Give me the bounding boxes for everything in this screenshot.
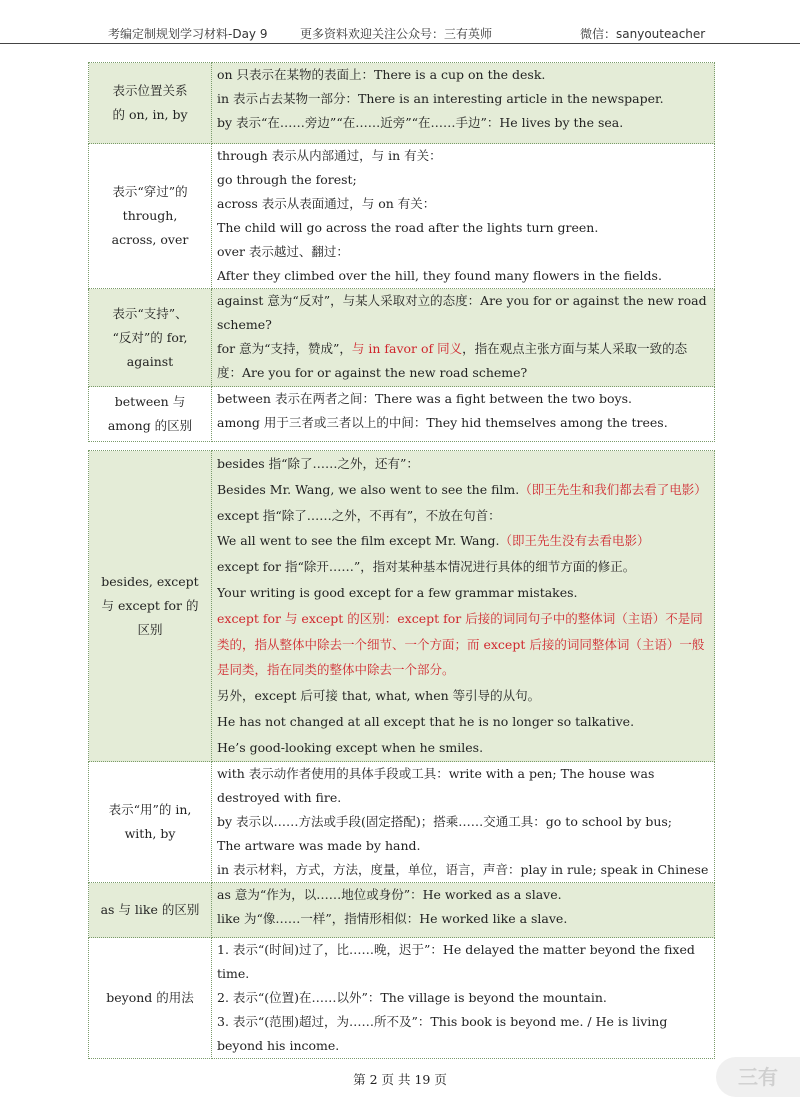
table-row	[89, 144, 715, 289]
header-center: 更多资料欢迎关注公众号：三有英师	[300, 27, 493, 41]
row-key-position: 表示位置关系 的 on, in, by	[89, 63, 212, 144]
row-key-beyond: beyond 的用法	[89, 938, 212, 1059]
table-row	[89, 387, 715, 442]
row-content-through: through 表示从内部通过，与 in 有关： go through the forest; across 表示从表面通过，与 on 有关： The child will go across the road after the lights turn green. over 表示越过、翻过： After they climbed over the hill, they found many flowers in the fields.	[212, 144, 715, 289]
table-row	[89, 63, 715, 144]
table-row	[89, 762, 715, 883]
row-key-besides-except: besides, except 与 except for 的 区别	[89, 451, 212, 762]
row-content-besides-except: besides 指“除了……之外，还有”： Besides Mr. Wang, we also went to see the film.（即王先生和我们都去看了电影） except 指“除了……之外，不再有”，不放在句首： We all went to see the film except Mr. Wang.（即王先生没有去看电影） except for 指“除开……”，指对某种基本情况进行具体的细节方面的修正。 Your writing is good except for a few grammar mistakes. except for 与 except 的区别：except for 后接的词同句子中的整体词（主语）不是同类的，指从整体中除去一个细节、一个方面；而 except 后接的词同整体词（主语）一般是同类，指在同类的整体中除去一个部分。 另外，except 后可接 that, what, when 等引导的从句。 He has not changed at all except that he is no longer so talkative. He’s good-looking except when he smiles.	[212, 451, 715, 762]
page-number: 第 2 页 共 19 页	[353, 1072, 447, 1087]
table-row	[89, 289, 715, 387]
row-key-between-among: between 与 among 的区别	[89, 387, 212, 442]
for-line: for 意为“支持，赞成”，与 in favor of 同义，指在观点主张方面与某人采取一致的态度：Are you for or against the new road scheme?	[217, 341, 688, 380]
table-row	[89, 938, 715, 1059]
row-key-for-against: 表示“支持”、 “反对”的 for, against	[89, 289, 212, 387]
except-for-note: except for 与 except 的区别：except for 后接的词同句子中的整体词（主语）不是同类的，指从整体中除去一个细节、一个方面；而 except 后接的词同整体词（主语）一般是同类，指在同类的整体中除去一个部分。	[217, 610, 705, 678]
row-content-as-like: as 意为“作为，以……地位或身份”：He worked as a slave. like 为“像……一样”，指情形相似：He worked like a slave.	[212, 883, 715, 938]
header-right: 微信：sanyouteacher	[580, 27, 706, 41]
table-row	[89, 883, 715, 938]
grammar-table-top	[88, 62, 715, 442]
watermark-logo: 三有	[716, 1057, 800, 1097]
row-content-beyond: 1. 表示“(时间)过了，比……晚，迟于”：He delayed the matter beyond the fixed time. 2. 表示“(位置)在……以外”：The village is beyond the mountain. 3. 表示“(范围)超过，为……所不及”：This book is beyond me. / He is living beyond his income.	[212, 938, 715, 1059]
row-key-in-with-by: 表示“用”的 in, with, by	[89, 762, 212, 883]
header-left: 考编定制规划学习材料-Day 9	[108, 27, 268, 41]
page-header	[0, 0, 800, 44]
row-key-through: 表示“穿过”的 through, across, over	[89, 144, 212, 289]
row-content-for-against: against 意为“反对”，与某人采取对立的态度：Are you for or against the new road scheme? for 意为“支持，赞成”，与 in favor of 同义，指在观点主张方面与某人采取一致的态度：Are you for or against the new road scheme?	[212, 289, 715, 387]
table-row	[89, 451, 715, 762]
header-rule	[0, 43, 800, 44]
row-content-in-with-by: with 表示动作者使用的具体手段或工具：write with a pen; The house was destroyed with fire. by 表示以……方法或手段(固定搭配)；搭乘……交通工具：go to school by bus; The artware was made by hand. in 表示材料，方式，方法，度量，单位，语言，声音：play in rule; speak in Chinese	[212, 762, 715, 883]
row-content-between-among: between 表示在两者之间：There was a fight between the two boys. among 用于三者或三者以上的中间：They hid themselves among the trees.	[212, 387, 715, 442]
row-key-as-like: as 与 like 的区别	[89, 883, 212, 938]
row-content-position: on 只表示在某物的表面上：There is a cup on the desk. in 表示占去某物一部分：There is an interesting article in the newspaper. by 表示“在……旁边”“在……近旁”“在……手边”：He lives by the sea.	[212, 63, 715, 144]
grammar-table-bottom	[88, 450, 715, 1059]
